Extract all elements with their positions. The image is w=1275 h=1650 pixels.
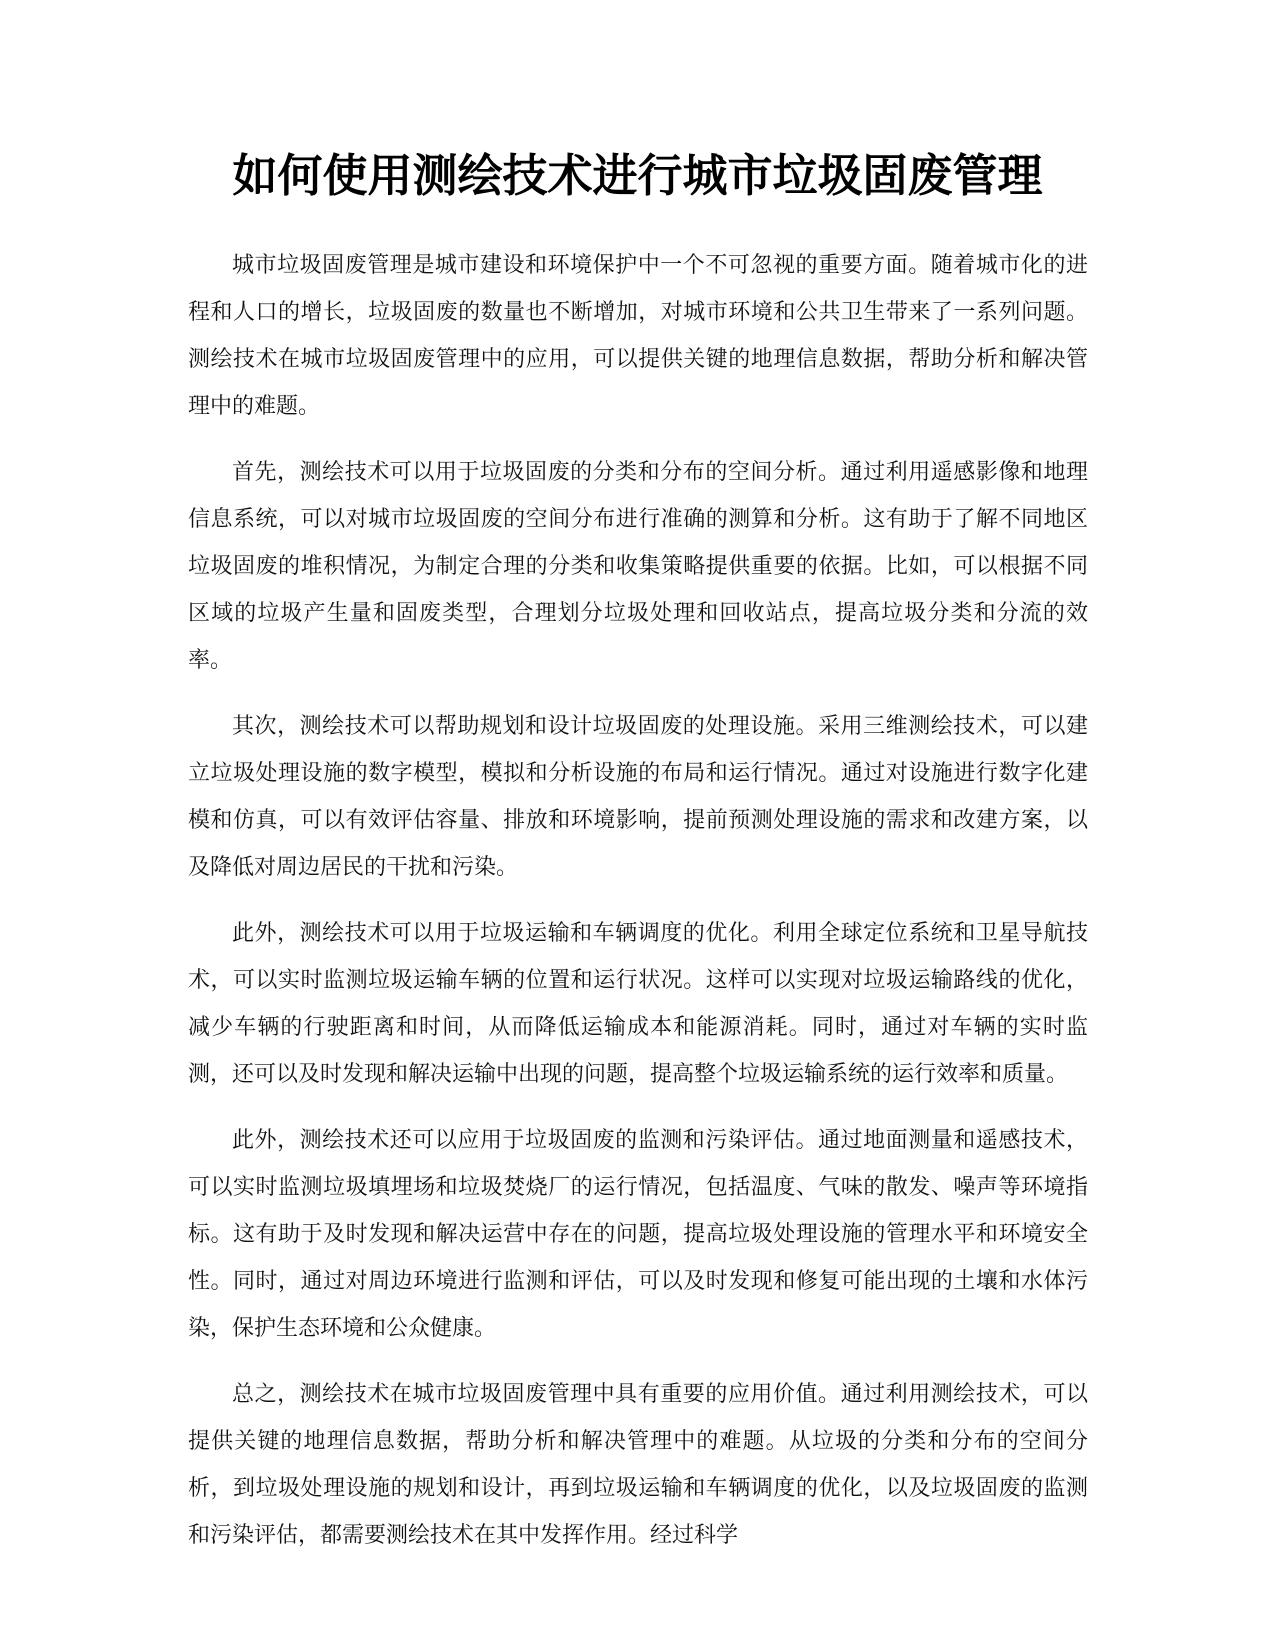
- paragraph-spatial-analysis: 首先，测绘技术可以用于垃圾固废的分类和分布的空间分析。通过利用遥感影像和地理信息系统，可以对城市垃圾固废的空间分布进行准确的测算和分析。这有助于了解不同地区垃圾固废的堆积情况，为制定合理的分类和收集策略提供重要的依据。比如，可以根据不同区域的垃圾产生量和固废类型，合理划分垃圾处理和回收站点，提高垃圾分类和分流的效率。: [188, 460, 1088, 673]
- paragraph-transport-optimization: 此外，测绘技术可以用于垃圾运输和车辆调度的优化。利用全球定位系统和卫星导航技术，可以实时监测垃圾运输车辆的位置和运行状况。这样可以实现对垃圾运输路线的优化，减少车辆的行驶距离和时间，从而降低运输成本和能源消耗。同时，通过对车辆的实时监测，还可以及时发现和解决运输中出现的问题，提高整个垃圾运输系统的运行效率和质量。: [188, 921, 1088, 1087]
- paragraph-facility-planning: 其次，测绘技术可以帮助规划和设计垃圾固废的处理设施。采用三维测绘技术，可以建立垃圾处理设施的数字模型，模拟和分析设施的布局和运行情况。通过对设施进行数字化建模和仿真，可以有效评估容量、排放和环境影响，提前预测处理设施的需求和改建方案，以及降低对周边居民的干扰和污染。: [188, 714, 1088, 880]
- document-title: 如何使用测绘技术进行城市垃圾固废管理: [232, 149, 1043, 202]
- paragraph-conclusion: 总之，测绘技术在城市垃圾固废管理中具有重要的应用价值。通过利用测绘技术，可以提供关键的地理信息数据，帮助分析和解决管理中的难题。从垃圾的分类和分布的空间分析，到垃圾处理设施的规划和设计，再到垃圾运输和车辆调度的优化，以及垃圾固废的监测和污染评估，都需要测绘技术在其中发挥作用。经过科学: [188, 1382, 1088, 1548]
- document-body: [188, 242, 1088, 1578]
- paragraph-intro: 城市垃圾固废管理是城市建设和环境保护中一个不可忽视的重要方面。随着城市化的进程和人口的增长，垃圾固废的数量也不断增加，对城市环境和公共卫生带来了一系列问题。测绘技术在城市垃圾固废管理中的应用，可以提供关键的地理信息数据，帮助分析和解决管理中的难题。: [188, 253, 1088, 419]
- paragraph-pollution-monitoring: 此外，测绘技术还可以应用于垃圾固废的监测和污染评估。通过地面测量和遥感技术，可以实时监测垃圾填埋场和垃圾焚烧厂的运行情况，包括温度、气味的散发、噪声等环境指标。这有助于及时发现和解决运营中存在的问题，提高垃圾处理设施的管理水平和环境安全性。同时，通过对周边环境进行监测和评估，可以及时发现和修复可能出现的土壤和水体污染，保护生态环境和公众健康。: [188, 1128, 1088, 1341]
